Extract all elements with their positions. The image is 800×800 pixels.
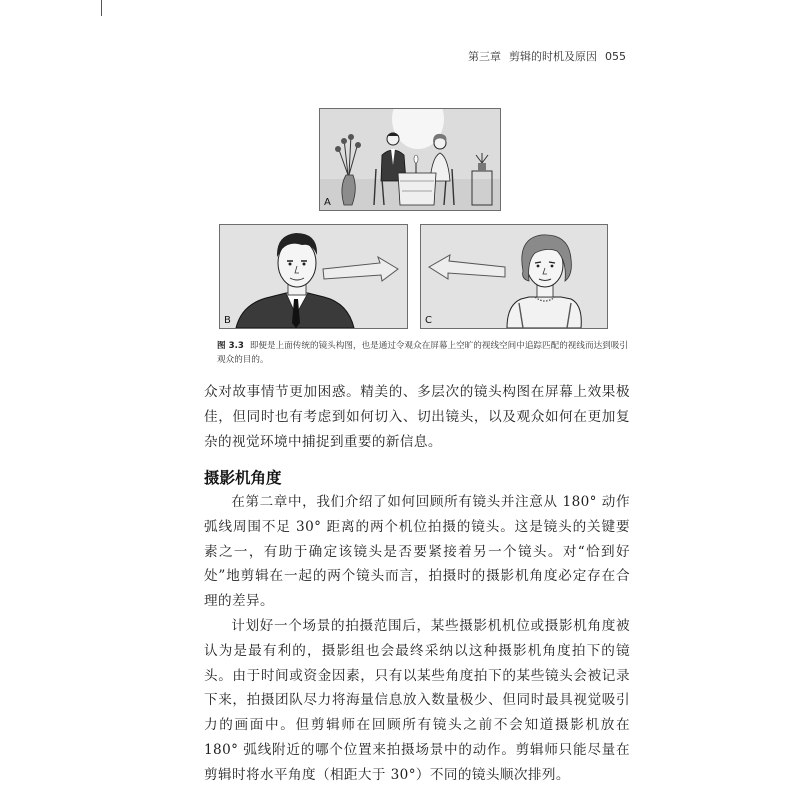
intro-paragraph-block: [204, 380, 630, 454]
figure-caption: [217, 339, 629, 367]
panel-label-c: C: [425, 315, 432, 326]
section-heading: 摄影机角度: [204, 469, 282, 487]
figure-panel-c: [420, 224, 608, 329]
figure-caption-text: 即便是上面传统的镜头构图，也是通过令观众在屏幕上空旷的视线空间中追踪匹配的视线而达到吸引观众的目的。: [217, 341, 628, 365]
section-paragraph-2: 计划好一个场景的拍摄范围后，某些摄影机机位或摄影机角度被认为是最有利的，摄影组也会最终采纳以这种摄影机角度拍下的镜头。由于时间或资金因素，只有以某些角度拍下的某些镜头会被记录下来，拍摄团队尽力将海量信息放入数量极少、但同时最具视觉吸引力的画面中。但剪辑师在回顾所有镜头之前不会知道摄影机放在 180° 弧线附近的哪个位置来拍摄场景中的动作。剪辑师只能尽量在剪辑时将水平角度（相距大于 30°）不同的镜头顺次排列。: [204, 617, 630, 783]
running-header: [420, 48, 626, 64]
panel-label-a: A: [324, 197, 331, 208]
figure-panel-b: [219, 224, 408, 329]
page-edge-rule: [101, 0, 102, 16]
figure-panel-a: [319, 108, 501, 211]
header-title: 剪辑的时机及原因: [509, 50, 597, 63]
intro-paragraph: 众对故事情节更加困惑。精美的、多层次的镜头构图在屏幕上效果极佳，但同时也有考虑到如何切入、切出镜头，以及观众如何在更加复杂的视觉环境中捕捉到重要的新信息。: [204, 384, 630, 450]
figure-number: 图 3.3: [217, 341, 244, 351]
panel-label-b: B: [224, 315, 231, 326]
man-looking-right-illustration: [220, 225, 407, 328]
section-body: [204, 490, 630, 788]
page-number: 055: [605, 50, 626, 63]
section-paragraph-1: 在第二章中，我们介绍了如何回顾所有镜头并注意从 180° 动作弧线周围不足 30° 距离的两个机位拍摄的镜头。这是镜头的关键要素之一，有助于确定该镜头是否要紧接着另一个镜头。对“恰到好处”地剪辑在一起的两个镜头而言，拍摄时的摄影机角度必定存在合理的差异。: [204, 494, 630, 610]
dinner-couple-illustration: [320, 109, 500, 210]
woman-looking-left-illustration: [421, 225, 607, 328]
header-chapter: 第三章: [468, 50, 501, 63]
